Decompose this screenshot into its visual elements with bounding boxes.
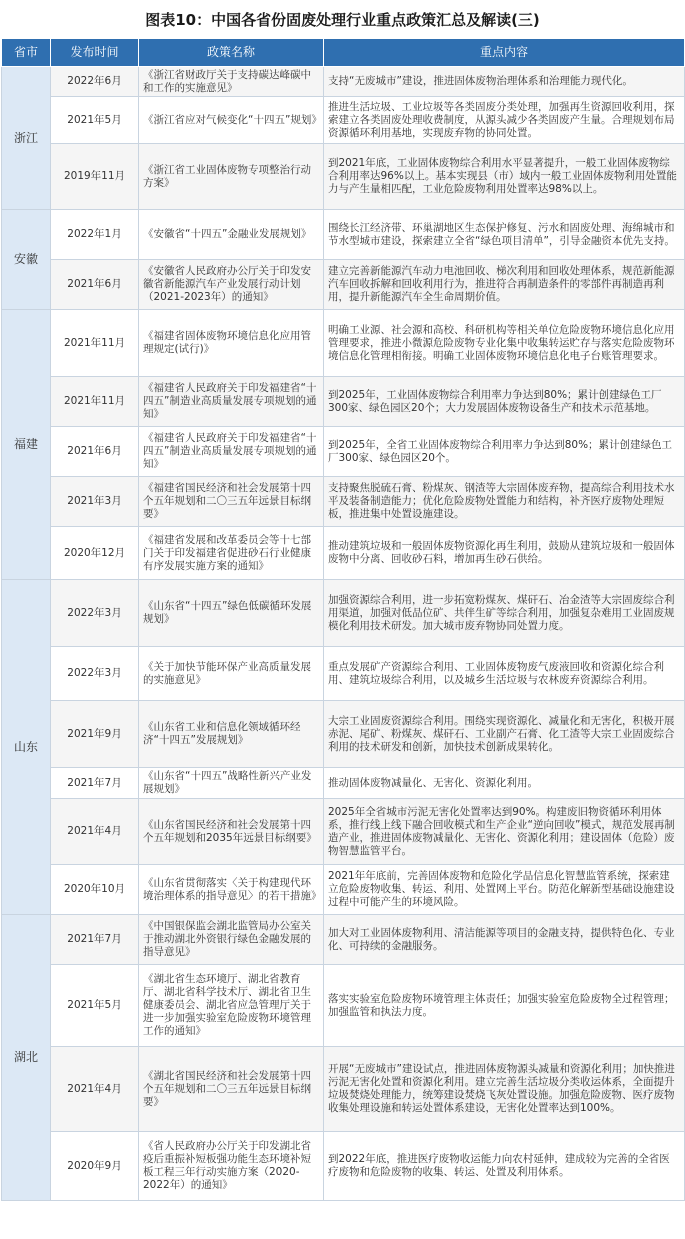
date-cell: 2021年9月	[51, 701, 139, 768]
table-row	[2, 310, 685, 377]
table-body	[2, 67, 685, 1201]
chart-title: 图表10：中国各省份固废处理行业重点政策汇总及解读(三)	[145, 10, 540, 29]
policy-cell: 《关于加快节能环保产业高质量发展的实施意见》	[139, 647, 324, 701]
content-cell: 推动固体废物减量化、无害化、资源化利用。	[324, 768, 685, 799]
date-cell: 2021年5月	[51, 97, 139, 144]
policy-cell: 《福建省国民经济和社会发展第十四个五年规划和二〇三五年远景目标纲要》	[139, 477, 324, 527]
header-province: 省市	[2, 39, 51, 67]
policy-cell: 《湖北省国民经济和社会发展第十四个五年规划和二〇三五年远景目标纲要》	[139, 1047, 324, 1132]
content-cell: 开展“无废城市”建设试点，推进固体废物源头减量和资源化利用；加快推进污泥无害化处置和资源化利用。建立完善生活垃圾分类收运体系，全面提升垃圾焚烧处理能力，统筹建设焚烧飞灰处置设施。加强危险废物、医疗废物收集处理设施和转运处置体系建设，无害化处置率达到100%。	[324, 1047, 685, 1132]
date-cell: 2021年4月	[51, 799, 139, 865]
date-cell: 2021年5月	[51, 965, 139, 1047]
table-row	[2, 865, 685, 915]
date-cell: 2021年4月	[51, 1047, 139, 1132]
date-cell: 2022年6月	[51, 67, 139, 97]
province-cell: 山东	[2, 580, 51, 915]
date-cell: 2020年9月	[51, 1132, 139, 1201]
content-cell: 支持聚焦脱硫石膏、粉煤灰、钢渣等大宗固体废弃物，提高综合利用技术水平及装备制造能力；优化危险废物处置能力和结构，补齐医疗废物处理短板，推进集中处置设施建设。	[324, 477, 685, 527]
policy-cell: 《福建省发展和改革委员会等十七部门关于印发福建省促进砂石行业健康有序发展实施方案的通知》	[139, 527, 324, 580]
policy-cell: 《浙江省工业固体废物专项整治行动方案》	[139, 144, 324, 210]
table-row	[2, 1047, 685, 1132]
content-cell: 围绕长江经济带、环巢湖地区生态保护修复、污水和固废处理、海绵城市和节水型城市建设，探索建立全省“绿色项目清单”，引导金融资本优先支持。	[324, 210, 685, 260]
header-policy: 政策名称	[139, 39, 324, 67]
content-cell: 到2021年底，工业固体废物综合利用水平显著提升，一般工业固体废物综合利用率达96%以上。基本实现县（市）域内一般工业固体废物利用处置能力与产生量相匹配，工业危险废物利用处置率达98%以上。	[324, 144, 685, 210]
policy-cell: 《安徽省人民政府办公厅关于印发安徽省新能源汽车产业发展行动计划（2021-2023年）的通知》	[139, 260, 324, 310]
policy-cell: 《浙江省应对气候变化“十四五”规划》	[139, 97, 324, 144]
date-cell: 2021年6月	[51, 427, 139, 477]
content-cell: 明确工业源、社会源和高校、科研机构等相关单位危险废物环境信息化应用管理要求，推进小微源危险废物专业化集中收集转运贮存与落实危险废物环境信息化管理相衔接。明确工业固体废物环境信息化电子台账管理要求。	[324, 310, 685, 377]
content-cell: 支持“无废城市”建设，推进固体废物治理体系和治理能力现代化。	[324, 67, 685, 97]
table-row	[2, 527, 685, 580]
province-cell: 福建	[2, 310, 51, 580]
province-cell: 安徽	[2, 210, 51, 310]
date-cell: 2021年11月	[51, 310, 139, 377]
date-cell: 2020年12月	[51, 527, 139, 580]
policy-cell: 《安徽省“十四五”金融业发展规划》	[139, 210, 324, 260]
table-row	[2, 144, 685, 210]
content-cell: 推动建筑垃圾和一般固体废物资源化再生利用，鼓励从建筑垃圾和一般固体废物中分离、回收砂石料，增加再生砂石供给。	[324, 527, 685, 580]
policy-cell: 《山东省贯彻落实〈关于构建现代环境治理体系的指导意见〉的若干措施》	[139, 865, 324, 915]
policy-cell: 《福建省人民政府关于印发福建省“十四五”制造业高质量发展专项规划的通知》	[139, 427, 324, 477]
policy-cell: 《湖北省生态环境厅、湖北省教育厅、湖北省科学技术厅、湖北省卫生健康委员会、湖北省应急管理厅关于进一步加强实验室危险废物环境管理工作的通知》	[139, 965, 324, 1047]
table-row	[2, 1132, 685, 1201]
content-cell: 到2025年，全省工业固体废物综合利用率力争达到80%；累计创建绿色工厂300家、绿色园区20个。	[324, 427, 685, 477]
policy-cell: 《山东省工业和信息化领域循环经济“十四五”发展规划》	[139, 701, 324, 768]
policy-cell: 《省人民政府办公厅关于印发湖北省疫后重振补短板强功能生态环境补短板工程三年行动实施方案（2020-2022年）的通知》	[139, 1132, 324, 1201]
date-cell: 2019年11月	[51, 144, 139, 210]
date-cell: 2021年6月	[51, 260, 139, 310]
table-row	[2, 210, 685, 260]
policy-cell: 《福建省人民政府关于印发福建省“十四五”制造业高质量发展专项规划的通知》	[139, 377, 324, 427]
policy-cell: 《山东省“十四五”战略性新兴产业发展规划》	[139, 768, 324, 799]
table-row	[2, 97, 685, 144]
table-row	[2, 427, 685, 477]
table-row	[2, 768, 685, 799]
table-row	[2, 701, 685, 768]
content-cell: 落实实验室危险废物环境管理主体责任；加强实验室危险废物全过程管理；加强监管和执法力度。	[324, 965, 685, 1047]
content-cell: 建立完善新能源汽车动力电池回收、梯次利用和回收处理体系，规范新能源汽车回收拆解和回收利用行为，推进符合再制造条件的零部件再制造再利用，提升新能源汽车全生命周期价值。	[324, 260, 685, 310]
province-cell: 湖北	[2, 915, 51, 1201]
table-header-row	[2, 39, 685, 67]
policy-cell: 《山东省“十四五”绿色低碳循环发展规划》	[139, 580, 324, 647]
header-date: 发布时间	[51, 39, 139, 67]
policy-cell: 《中国银保监会湖北监管局办公室关于推动湖北外资银行绿色金融发展的指导意见》	[139, 915, 324, 965]
content-cell: 到2025年，工业固体废物综合利用率力争达到80%；累计创建绿色工厂300家、绿色园区20个；大力发展固体废物设备生产和技术示范基地。	[324, 377, 685, 427]
table-row	[2, 477, 685, 527]
table-row	[2, 647, 685, 701]
content-cell: 大宗工业固废资源综合利用。围绕实现资源化、减量化和无害化，积极开展赤泥、尾矿、粉煤灰、煤矸石、工业副产石膏、化工渣等大宗工业固废综合利用的技术研发和创新，加快技术创新成果转化。	[324, 701, 685, 768]
content-cell: 加大对工业固体废物利用、清洁能源等项目的金融支持，提供特色化、专业化、可持续的金融服务。	[324, 915, 685, 965]
policy-cell: 《福建省固体废物环境信息化应用管理规定(试行)》	[139, 310, 324, 377]
content-cell: 加强资源综合利用，进一步拓宽粉煤灰、煤矸石、冶金渣等大宗固废综合利用渠道，加强对低品位矿、共伴生矿等综合利用，加强复杂难用工业固废规模化利用技术研发。加大城市废弃物协同处置力度。	[324, 580, 685, 647]
header-content: 重点内容	[324, 39, 685, 67]
table-row	[2, 377, 685, 427]
content-cell: 到2022年底，推进医疗废物收运能力向农村延伸，建成较为完善的全省医疗废物和危险废物的收集、转运、处置及利用体系。	[324, 1132, 685, 1201]
table-row	[2, 799, 685, 865]
table-row	[2, 915, 685, 965]
date-cell: 2021年7月	[51, 915, 139, 965]
policy-cell: 《山东省国民经济和社会发展第十四个五年规划和2035年远景目标纲要》	[139, 799, 324, 865]
province-cell: 浙江	[2, 67, 51, 210]
date-cell: 2022年3月	[51, 647, 139, 701]
date-cell: 2022年1月	[51, 210, 139, 260]
policy-table	[1, 38, 685, 1201]
date-cell: 2022年3月	[51, 580, 139, 647]
table-row	[2, 67, 685, 97]
content-cell: 推进生活垃圾、工业垃圾等各类固废分类处理，加强再生资源回收利用，探索建立各类固废处理收费制度，从源头减少各类固废产生量。合理规划布局资源循环利用基地，实现废弃物的协同处置。	[324, 97, 685, 144]
table-row	[2, 965, 685, 1047]
date-cell: 2020年10月	[51, 865, 139, 915]
date-cell: 2021年3月	[51, 477, 139, 527]
content-cell: 2021年年底前，完善固体废物和危险化学品信息化智慧监管系统，探索建立危险废物收集、转运、利用、处置网上平台。防范化解新型基础设施建设过程中可能产生的环境风险。	[324, 865, 685, 915]
date-cell: 2021年11月	[51, 377, 139, 427]
table-row	[2, 260, 685, 310]
date-cell: 2021年7月	[51, 768, 139, 799]
table-row	[2, 580, 685, 647]
content-cell: 2025年全省城市污泥无害化处置率达到90%。构建废旧物资循环利用体系，推行线上线下融合回收模式和生产企业“逆向回收”模式，规范发展再制造产业，推进固体废物减量化、无害化、资源化利用；建设固体（危险）废物智慧监管平台。	[324, 799, 685, 865]
content-cell: 重点发展矿产资源综合利用、工业固体废物废气废液回收和资源化综合利用、建筑垃圾综合利用，以及城乡生活垃圾与农林废弃资源综合利用。	[324, 647, 685, 701]
policy-cell: 《浙江省财政厅关于支持碳达峰碳中和工作的实施意见》	[139, 67, 324, 97]
